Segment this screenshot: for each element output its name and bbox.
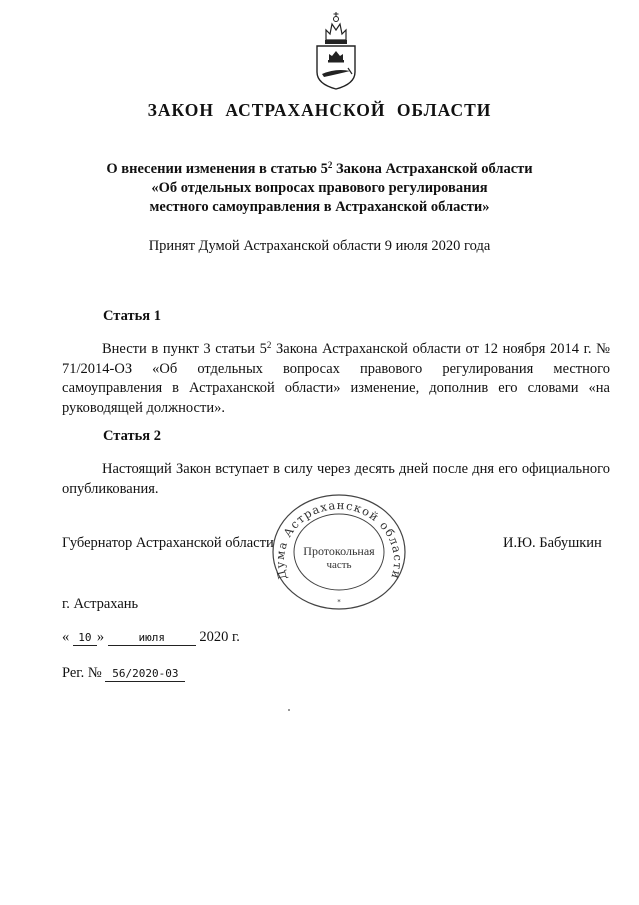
law-title: ЗАКОН АСТРАХАНСКОЙ ОБЛАСТИ <box>147 100 492 120</box>
signing-date <box>62 629 240 646</box>
seal-center-line-2: часть <box>326 559 352 571</box>
adoption-note: Принят Думой Астраханской области 9 июля 2020 года <box>148 238 491 254</box>
signatory-name: И.Ю. Бабушкин <box>503 535 602 551</box>
law-subtitle <box>0 160 639 217</box>
registration-label: Рег. № <box>62 665 102 681</box>
article-2-heading: Статья 2 <box>103 428 161 444</box>
seal-star-icon: * <box>337 598 341 606</box>
coat-of-arms-emblem <box>312 10 360 90</box>
place-of-signing: г. Астрахань <box>62 596 139 612</box>
article-1-heading: Статья 1 <box>103 308 161 324</box>
date-year: 2020 г. <box>199 629 240 645</box>
seal-ring-text: Дума Астраханской области <box>272 497 406 582</box>
registration-value: 56/2020-03 <box>105 667 185 682</box>
subtitle-line-2: «Об отдельных вопросах правового регулирования <box>151 180 488 196</box>
subtitle-line-1: О внесении изменения в статью $5^2$ Закона Астраханской области <box>106 160 533 177</box>
date-close-quote: » <box>96 629 105 645</box>
official-seal <box>270 493 408 611</box>
date-day: 10 <box>73 631 97 646</box>
signatory-position: Губернатор Астраханской области <box>62 535 274 551</box>
subtitle-line-3: местного самоуправления в Астраханской области» <box>149 199 490 215</box>
article-1-text: Внести в пункт 3 статьи $5^2$ Закона Астраханской области от 12 ноября 2014 г. № 71/2014-ОЗ «Об отдельных вопросах правового регулирования местного самоуправления в Астраханской области» изменение, дополнив его словами «на руководящей должности». <box>62 340 611 416</box>
article-2-text: Настоящий Закон вступает в силу через десять дней после дня его официального опубликования. <box>62 461 610 497</box>
date-month: июля <box>108 631 196 646</box>
registration-number <box>62 665 185 682</box>
date-open-quote: « <box>62 629 70 645</box>
seal-center-line-1: Протокольная <box>303 544 375 558</box>
scan-speck <box>288 709 290 711</box>
